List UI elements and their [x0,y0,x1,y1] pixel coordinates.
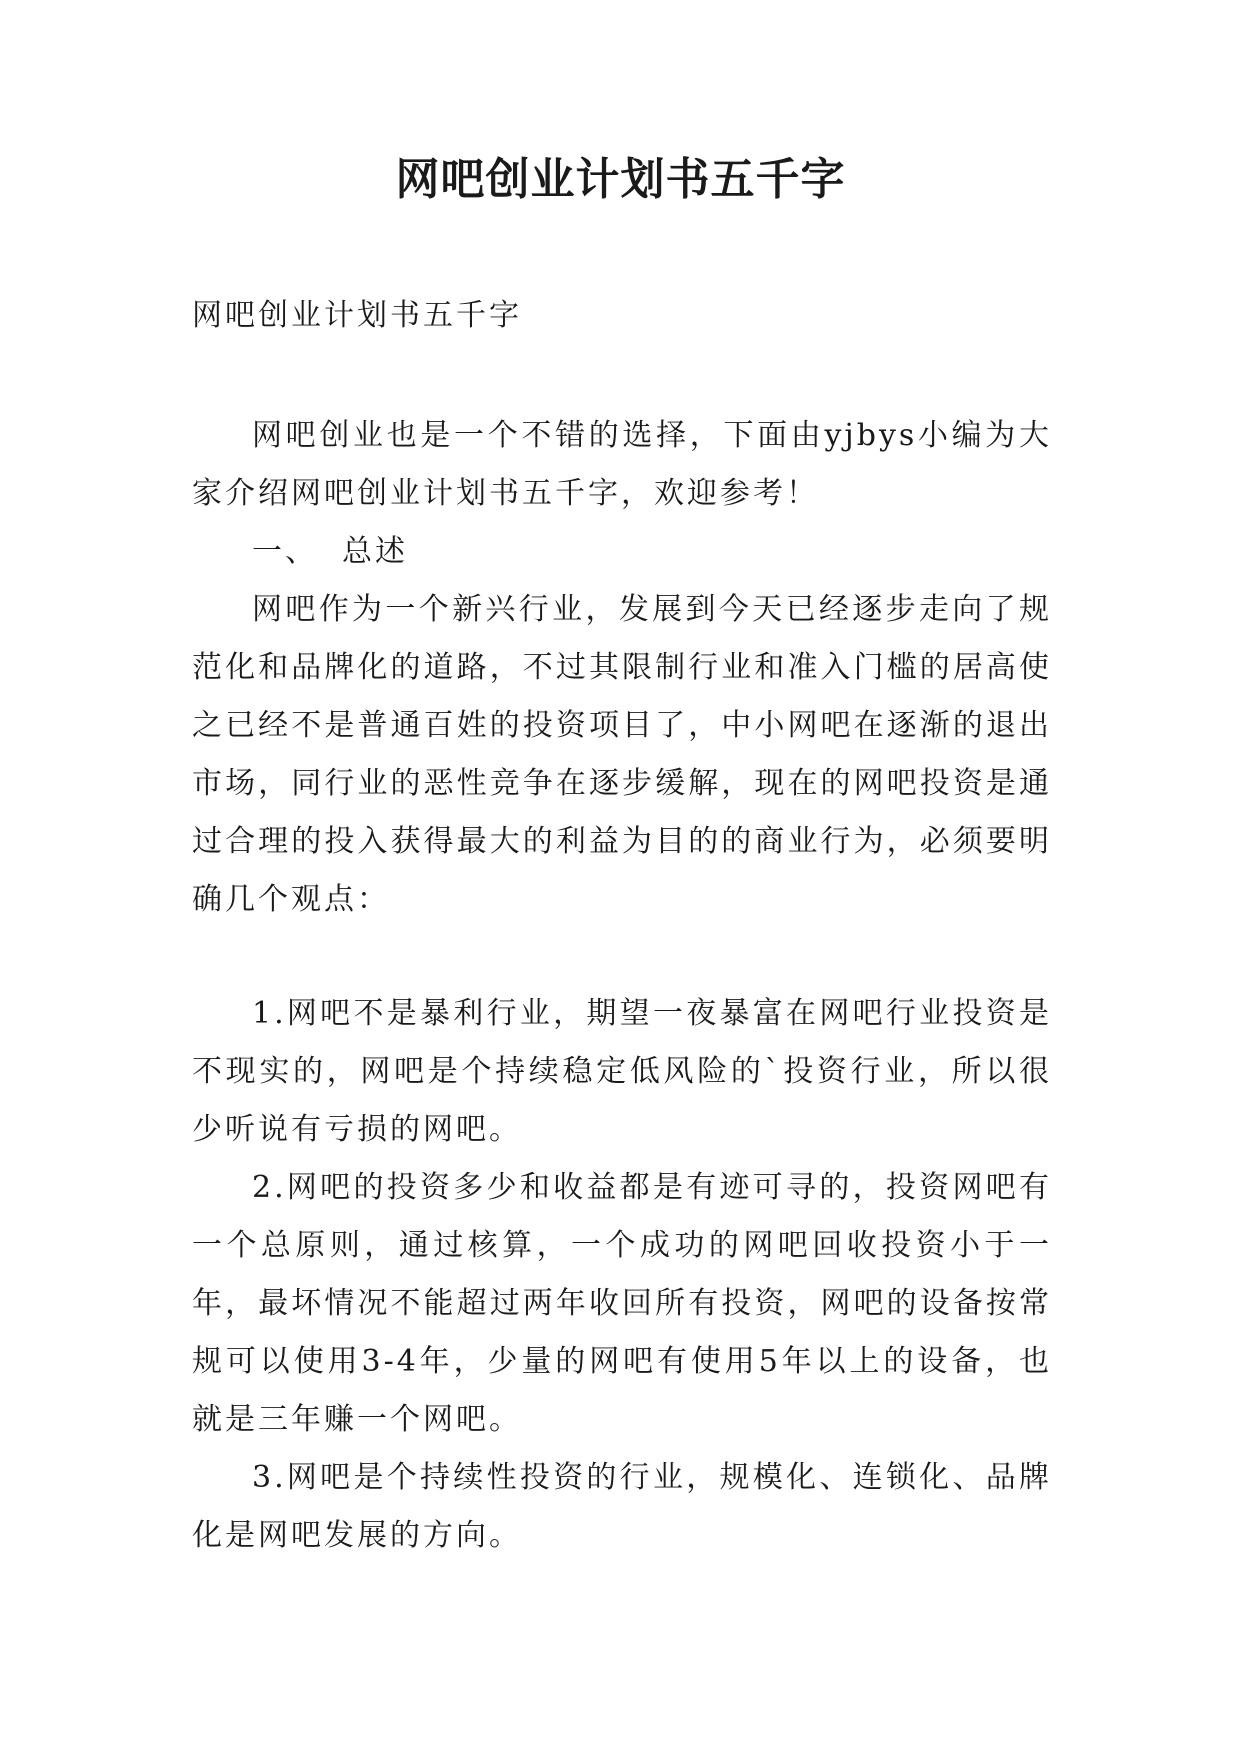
point-item-1: 1.网吧不是暴利行业，期望一夜暴富在网吧行业投资是不现实的，网吧是个持续稳定低风险的`投资行业，所以很少听说有亏损的网吧。 [192,996,1052,1147]
document-subtitle [192,287,1052,345]
intro-section [192,407,1052,929]
document-title: 网吧创业计划书五千字 [395,154,846,205]
section-number: 一、 [252,534,318,569]
section-title: 总述 [342,534,408,569]
point-item-3: 3.网吧是个持续性投资的行业，规模化、连锁化、品牌化是网吧发展的方向。 [192,1460,1052,1553]
section-heading [192,523,1052,581]
point-item-2: 2.网吧的投资多少和收益都是有迹可寻的，投资网吧有一个总原则，通过核算，一个成功的网吧回收投资小于一年，最坏情况不能超过两年收回所有投资，网吧的设备按常规可以使用3-4年，少量的网吧有使用5年以上的设备，也就是三年赚一个网吧。 [192,1170,1052,1437]
intro-paragraph: 网吧创业也是一个不错的选择，下面由yjbys小编为大家介绍网吧创业计划书五千字，欢迎参考！ [192,418,1052,511]
points-section [192,985,1052,1565]
overview-paragraph: 网吧作为一个新兴行业，发展到今天已经逐步走向了规范化和品牌化的道路，不过其限制行业和准入门槛的居高使之已经不是普通百姓的投资项目了，中小网吧在逐渐的退出市场，同行业的恶性竞争在逐步缓解，现在的网吧投资是通过合理的投入获得最大的利益为目的的商业行为，必须要明确几个观点： [192,592,1052,917]
subtitle-text: 网吧创业计划书五千字 [192,298,522,333]
